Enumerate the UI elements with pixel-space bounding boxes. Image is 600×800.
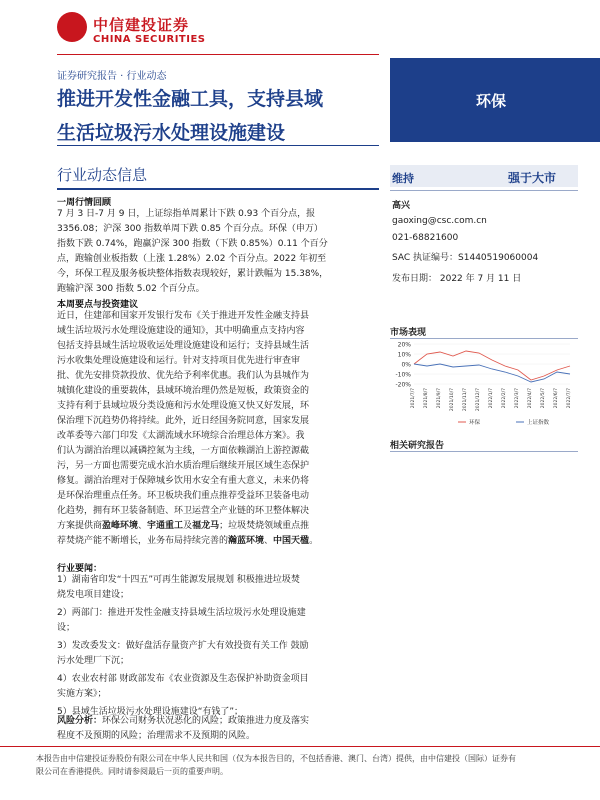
legend-label: 环保 bbox=[469, 420, 481, 426]
performance-chart bbox=[388, 340, 578, 430]
analyst-divider bbox=[390, 190, 578, 191]
news-item: 2）两部门：推进开发性金融支持县域生活垃圾污水处理设施建 bbox=[57, 608, 306, 618]
y-tick-label: 10% bbox=[397, 351, 411, 359]
company-name: 瀚蓝环境 bbox=[228, 536, 265, 546]
rating-action: 维持 bbox=[392, 172, 414, 185]
weekly-line: 今，环保工程及服务板块整体指数表现较好，累计跌幅为 15.38%， bbox=[57, 269, 329, 279]
series-line bbox=[414, 351, 570, 380]
focus-line: 域生活垃圾污水处理设施建设的通知》，其中明确重点支持内容 bbox=[57, 326, 305, 336]
x-tick-label: 2022/4/7 bbox=[528, 388, 533, 409]
news-item: 污水处理厂下沉； bbox=[57, 656, 130, 666]
focus-line-mixed bbox=[57, 519, 318, 534]
focus-line: 保治理下沉趋势仍将持续。此外，近日经国务院同意，国家发展 bbox=[57, 416, 310, 426]
focus-line: 是环保治理重点任务。环卫板块我们重点推荐受益环卫装备电动 bbox=[57, 491, 310, 501]
publish-date: 发布日期： 2022 年 7 月 11 日 bbox=[392, 274, 522, 284]
weekly-line: 点，跑输创业板指数（上涨 1.28%）2.02 个百分点。2022 年初至 bbox=[57, 254, 327, 264]
industry-label: 环保 bbox=[476, 92, 507, 110]
footer-divider bbox=[0, 746, 600, 747]
title-line-2: 生活垃圾污水处理设施建设 bbox=[57, 122, 286, 144]
performance-divider bbox=[390, 338, 578, 339]
legend-label: 上证指数 bbox=[527, 420, 550, 426]
focus-line: 近日，住建部和国家开发银行发布《关于推进开发性金融支持县 bbox=[57, 311, 310, 321]
focus-paragraph bbox=[57, 309, 318, 549]
x-tick-label: 2021/9/7 bbox=[437, 388, 442, 409]
news-item: 5）县域生活垃圾污水处理设施建设“有钱了”； bbox=[57, 707, 244, 717]
section-title: 行业动态信息 bbox=[57, 166, 148, 184]
footer-disclaimer: 本报告由中信建投证券股份有限公司在中华人民共和国（仅为本报告目的，不包括香港、澳门、台湾）提供，由中信建投（国际）证券有 bbox=[36, 754, 516, 763]
news-item: 3）发改委发文：做好盘活存量资产扩大有效投资有关工作 鼓励 bbox=[57, 641, 309, 651]
x-tick-label: 2021/11/7 bbox=[463, 388, 468, 412]
header-divider bbox=[57, 54, 379, 55]
x-tick-label: 2022/5/7 bbox=[541, 388, 546, 409]
news-list bbox=[57, 573, 309, 720]
focus-text: ；垃圾焚烧领域重点推 bbox=[219, 521, 310, 531]
news-heading: 行业要闻： bbox=[57, 564, 103, 574]
x-tick-label: 2022/3/7 bbox=[515, 388, 520, 409]
focus-text: 、 bbox=[264, 536, 274, 546]
y-tick-label: -20% bbox=[395, 381, 411, 389]
company-name: 中国天楹 bbox=[273, 536, 310, 546]
focus-line: 污水收集处理设施建设和运行。针对支持项目优先进行审查审 bbox=[57, 356, 301, 366]
risk-paragraph bbox=[57, 714, 309, 744]
x-tick-label: 2021/8/7 bbox=[424, 388, 429, 409]
logo-icon bbox=[57, 12, 87, 42]
focus-text: 及 bbox=[183, 521, 193, 531]
series-line bbox=[414, 364, 570, 382]
weekly-line: 指数下跌 0.74%，跑赢沪深 300 指数（下跌 0.85%）0.11 个百分 bbox=[57, 239, 328, 249]
x-tick-label: 2022/7/7 bbox=[567, 388, 572, 409]
title-divider bbox=[57, 145, 379, 146]
weekly-line: 7 月 3 日-7 月 9 日，上证综指单周累计下跌 0.93 个百分点，报 bbox=[57, 209, 316, 219]
logo-en: CHINA SECURITIES bbox=[93, 34, 206, 45]
focus-line: 改革委等六部门印发《太湖流域水环境综合治理总体方案》。我 bbox=[57, 431, 305, 441]
section-divider bbox=[57, 188, 379, 190]
x-tick-label: 2022/6/7 bbox=[554, 388, 559, 409]
news-item: 烧发电项目建设； bbox=[57, 590, 130, 600]
risk-text: 环保公司财务状况恶化的风险；政策推进力度及落实 bbox=[102, 716, 310, 726]
rating-value: 强于大市 bbox=[508, 171, 557, 185]
focus-line: 们认为湖泊治理以减磷控氮为主线，一方面依赖湖泊上游控源截 bbox=[57, 446, 310, 456]
focus-line-mixed bbox=[57, 534, 318, 549]
weekly-paragraph bbox=[57, 207, 328, 297]
focus-text: 方案提供商 bbox=[57, 521, 103, 531]
analyst-email[interactable]: gaoxing@csc.com.cn bbox=[392, 216, 487, 226]
footer-disclaimer: 限公司在香港提供。同时请参阅最后一页的重要声明。 bbox=[36, 767, 228, 776]
related-divider bbox=[390, 451, 578, 452]
company-name: 福龙马 bbox=[192, 521, 220, 531]
focus-line: 支持有利于县域垃圾分类设施和污水处理设施又快又好发展，环 bbox=[57, 401, 310, 411]
risk-label: 风险分析： bbox=[57, 716, 103, 726]
x-tick-label: 2022/1/7 bbox=[489, 388, 494, 409]
news-item: 4）农业农村部 财政部发布《农业资源及生态保护补助资金项目 bbox=[57, 674, 309, 684]
report-type: 证券研究报告 · 行业动态 bbox=[57, 71, 167, 82]
focus-line: 化趋势，拥有环卫装备制造、环卫运营全产业链的环卫整体解决 bbox=[57, 506, 310, 516]
title-line-1: 推进开发性金融工具，支持县域 bbox=[57, 88, 324, 110]
x-tick-label: 2022/2/7 bbox=[502, 388, 507, 409]
related-title: 相关研究报告 bbox=[390, 441, 445, 451]
news-item: 设； bbox=[57, 623, 76, 633]
focus-line: 污，另一方面也需要完成水泊水质治理后继续开展区域生态保护 bbox=[57, 461, 310, 471]
risk-text: 程度不及预期的风险；治理需求不及预期的风险。 bbox=[57, 731, 256, 741]
weekly-line: 跑输沪深 300 指数 5.02 个百分点。 bbox=[57, 284, 205, 294]
focus-line: 批、优先安排贷款投放、优先给予利率优惠。我们认为县城作为 bbox=[57, 371, 310, 381]
news-item: 1）湖南省印发“十四五”可再生能源发展规划 积极推进垃圾焚 bbox=[57, 575, 300, 585]
analyst-phone: 021-68821600 bbox=[392, 233, 459, 243]
company-name: 宇通重工 bbox=[147, 521, 184, 531]
focus-heading: 本周要点与投资建议 bbox=[57, 300, 139, 310]
focus-line: 城镇化建设的重要载体，县域环境治理仍然是短板，政策资金的 bbox=[57, 386, 310, 396]
analyst-sac: SAC 执证编号：S1440519060004 bbox=[392, 253, 539, 263]
x-tick-label: 2021/7/7 bbox=[411, 388, 416, 409]
news-item: 实施方案》； bbox=[57, 689, 107, 699]
performance-title: 市场表现 bbox=[390, 328, 427, 338]
focus-line: 修复。湖泊治理对于保障城乡饮用水安全有重大意义，未来仍将 bbox=[57, 476, 310, 486]
focus-line: 包括支持县域生活垃圾收运处理设施建设和运行；支持县域生活 bbox=[57, 341, 310, 351]
focus-text: 。 bbox=[309, 536, 319, 546]
logo-cn: 中信建投证券 bbox=[93, 16, 190, 34]
weekly-heading: 一周行情回顾 bbox=[57, 198, 112, 208]
y-tick-label: 20% bbox=[397, 341, 411, 349]
x-tick-label: 2021/12/7 bbox=[476, 388, 481, 412]
analyst-name: 高兴 bbox=[392, 201, 411, 211]
company-name: 盈峰环境 bbox=[102, 521, 139, 531]
y-tick-label: 0% bbox=[401, 361, 411, 369]
y-tick-label: -10% bbox=[395, 371, 411, 379]
focus-text: 、 bbox=[138, 521, 148, 531]
x-tick-label: 2021/10/7 bbox=[450, 388, 455, 412]
focus-text: 荐焚烧产能不断增长，业务布局持续完善的 bbox=[57, 536, 229, 546]
weekly-line: 3356.08；沪深 300 指数单周下跌 0.85 个百分点。环保（申万） bbox=[57, 224, 323, 234]
